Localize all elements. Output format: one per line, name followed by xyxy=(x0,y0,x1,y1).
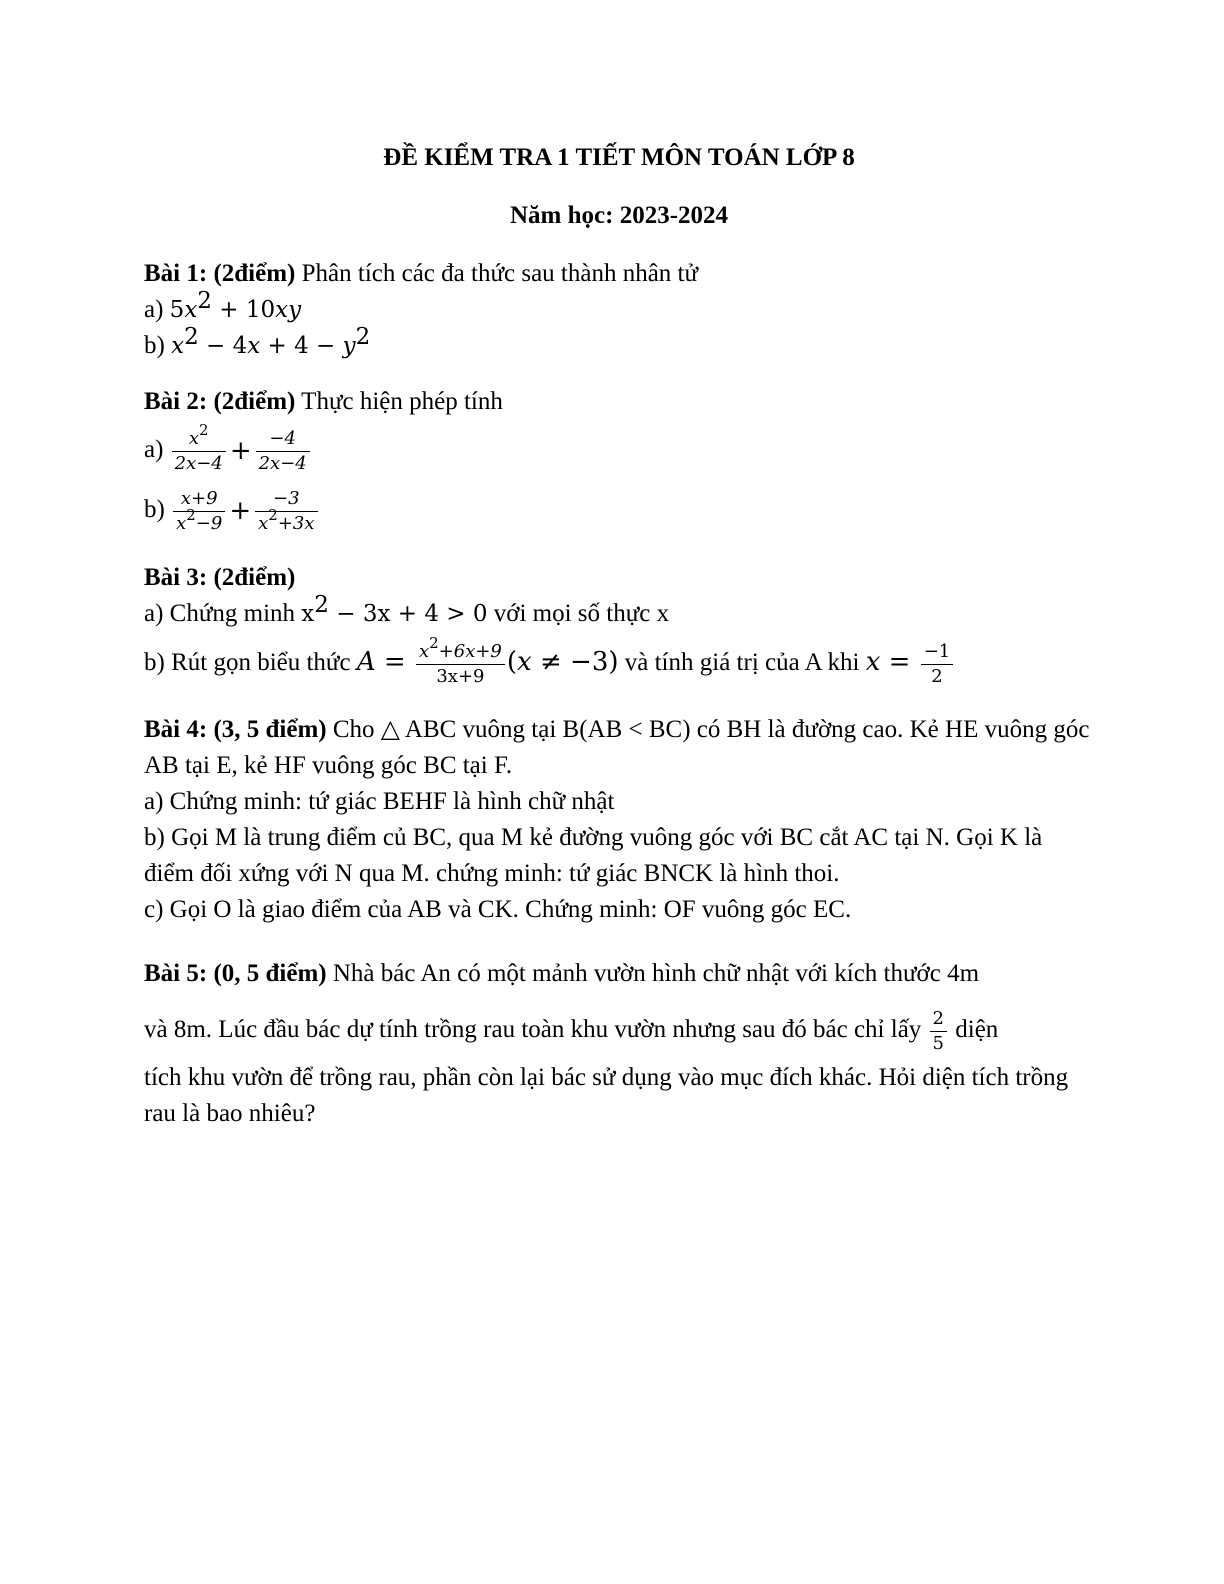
exam-title: ĐỀ KIỂM TRA 1 TIẾT MÔN TOÁN LỚP 8 xyxy=(383,144,855,171)
fraction: $\frac{2}{5}$ xyxy=(930,1007,947,1056)
exercise-2 xyxy=(144,384,1094,540)
exercise-1-label: Bài 1: xyxy=(144,260,208,287)
exercise-2-text: Thực hiện phép tính xyxy=(295,388,503,415)
exercise-3-label: Bài 3: xyxy=(144,564,208,591)
exercise-2-label: Bài 2: xyxy=(144,388,208,415)
exercise-4-label: Bài 4: xyxy=(144,716,208,743)
exercise-4-points: (3, 5 điểm) xyxy=(213,716,327,743)
fraction: $\frac{-4}{2x-4}$ xyxy=(256,427,310,476)
exercise-4 xyxy=(144,712,1094,928)
exercise-1-text: Phân tích các đa thức sau thành nhân tử xyxy=(295,260,699,287)
fraction: $\frac{-1}{2}$ xyxy=(921,640,954,689)
exercise-5: Bài 5: (0, 5 điểm) Nhà bác An có một mảnh vườn hình chữ nhật với kích thước 4m và 8m. Lúc đầu bác dự tính trồng rau toàn khu vườn nhưng sau đó bác chỉ lấy $\frac{2}{5}$ diện tích khu vườn để trồng rau, phần còn lại bác sử dụng vào mục đích khác. Hỏi diện tích trồng rau là bao nhiêu? xyxy=(144,948,1094,1132)
exercise-5-question: tích khu vườn để trồng rau, phần còn lại bác sử dụng vào mục đích khác. Hỏi diện tích trồng rau là bao nhiêu? xyxy=(144,1064,1069,1127)
exercise-1-points: (2điểm) xyxy=(213,260,296,287)
exercise-4c: c) Gọi O là giao điểm của AB và CK. Chứng minh: OF vuông góc EC. xyxy=(144,896,852,923)
exercise-2b: b) $\frac{x+9}{x^2-9}$ + $\frac{-3}{x^2+3x}$ xyxy=(144,480,1094,540)
exercise-4-text: Cho △ ABC vuông tại B(AB < BC) có BH là đường cao. Kẻ HE vuông góc AB tại E, kẻ HF vuông góc BC tại F. xyxy=(144,716,1090,779)
exercise-3b: b) Rút gọn biểu thức A = $\frac{x^2+6x+9}{3x+9}$ (x ≠ −3) và tính giá trị của A khi x = $\frac{-1}{2}$ xyxy=(144,632,1094,692)
exercise-5-text: Nhà bác An có một mảnh vườn hình chữ nhật với kích thước 4m xyxy=(326,960,980,987)
exercise-2-points: (2điểm) xyxy=(213,388,296,415)
document-page xyxy=(144,140,1094,1132)
exercise-2a: a) $\frac{x^2}{2x-4}$ + $\frac{-4}{2x-4}$ xyxy=(144,420,1094,480)
fraction: $\frac{x^2}{2x-4}$ xyxy=(172,427,226,476)
exercise-5-label: Bài 5: xyxy=(144,960,208,987)
exercise-1 xyxy=(144,256,1094,364)
exercise-3-points: (2điểm) xyxy=(213,564,296,591)
exercise-3a: a) Chứng minh $x^2 - 3x + 4 > 0$ với mọi số thực x xyxy=(144,592,670,627)
school-year: Năm học: 2023-2024 xyxy=(509,202,729,229)
exercise-1a: a) $5x^2 + 10xy$ xyxy=(144,288,302,323)
exercise-3 xyxy=(144,560,1094,692)
exercise-1b: b) $x^2 - 4x + 4 - y^2$ xyxy=(144,324,371,359)
fraction: $\frac{-3}{x^2+3x}$ xyxy=(255,487,317,536)
fraction: $\frac{x^2+6x+9}{3x+9}$ xyxy=(416,640,505,689)
fraction: $\frac{x+9}{x^2-9}$ xyxy=(173,487,225,536)
exercise-4a: a) Chứng minh: tứ giác BEHF là hình chữ nhật xyxy=(144,788,615,815)
exercise-4b: b) Gọi M là trung điểm củ BC, qua M kẻ đường vuông góc với BC cắt AC tại N. Gọi K là điểm đối xứng với N qua M. chứng minh: tứ giác BNCK là hình thoi. xyxy=(144,824,1043,887)
exercise-5-points: (0, 5 điểm) xyxy=(213,960,327,987)
